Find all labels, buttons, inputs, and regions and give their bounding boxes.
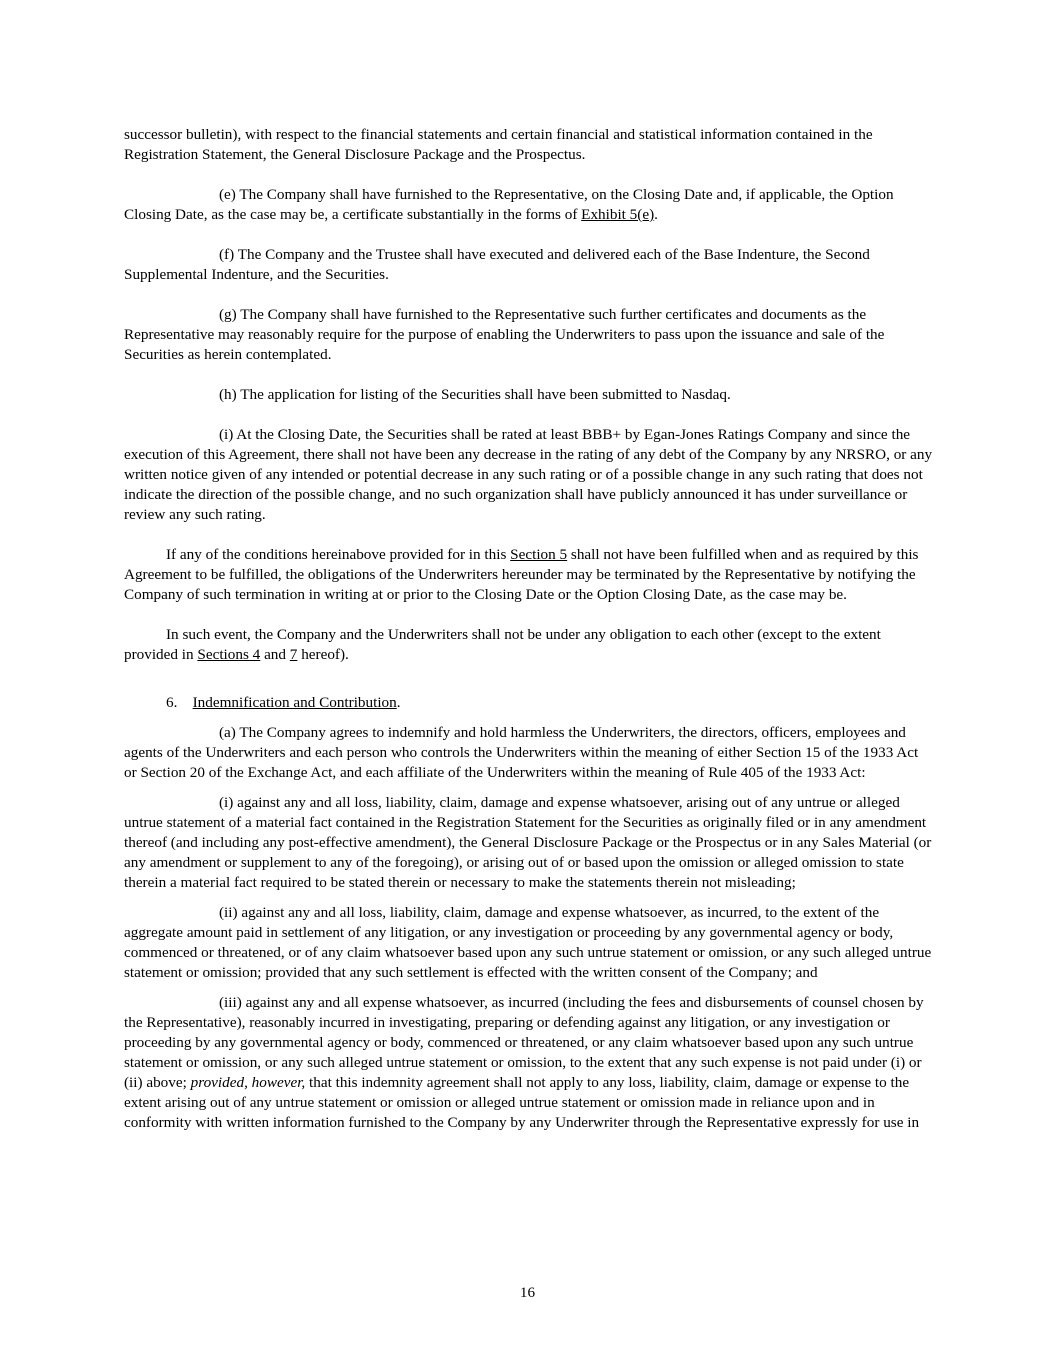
paragraph-event-text: In such event, the Company and the Underwriters shall not be under any obligation to each other (except to the extent provided in xyxy=(124,626,881,663)
paragraph-5e-text: (e) The Company shall have furnished to the Representative, on the Closing Date and, if applicable, the Option Closing Date, as the case may be, a certificate substantially in the forms of xyxy=(124,186,894,223)
paragraph-5h-text: (h) The application for listing of the Securities shall have been submitted to Nasdaq. xyxy=(219,386,731,403)
provided-however-phrase: provided, however, xyxy=(190,1074,306,1091)
paragraph-6a-ii xyxy=(124,903,934,983)
paragraph-5e xyxy=(124,185,934,225)
paragraph-5i-text: (i) At the Closing Date, the Securities shall be rated at least BBB+ by Egan-Jones Ratings Company and since the execution of this Agreement, there shall not have been any decrease in the rating of any debt of the Company by any NRSRO, or any written notice given of any intended or potential decrease in any such rating or of a possible change in any such rating that does not indicate the direction of the possible change, and no such organization shall have publicly announced it has under surveillance or review any such rating. xyxy=(124,426,933,523)
paragraph-intro-text: successor bulletin), with respect to the financial statements and certain financial and statistical information contained in the Registration Statement, the General Disclosure Package and the Prospectus. xyxy=(124,126,873,163)
paragraph-conditions xyxy=(124,545,934,605)
paragraph-event xyxy=(124,625,934,665)
document-page xyxy=(124,125,934,1143)
paragraph-5h xyxy=(124,385,934,405)
paragraph-5g-text: (g) The Company shall have furnished to the Representative such further certificates and documents as the Representative may reasonably require for the purpose of enabling the Underwriters to pass upon the issuance and sale of the Securities as herein contemplated. xyxy=(124,306,885,363)
paragraph-6a-text: (a) The Company agrees to indemnify and hold harmless the Underwriters, the directors, officers, employees and agents of the Underwriters and each person who controls the Underwriters within the meaning of either Section 15 of the 1933 Act or Section 20 of the Exchange Act, and each affiliate of the Underwriters within the meaning of Rule 405 of the 1933 Act: xyxy=(124,724,919,781)
paragraph-event-end: hereof). xyxy=(297,646,349,663)
paragraph-6a-iii xyxy=(124,993,934,1133)
paragraph-intro xyxy=(124,125,934,165)
section-7-reference: 7 xyxy=(289,646,298,663)
section-6-heading xyxy=(124,693,934,713)
section-5-reference: Section 5 xyxy=(510,546,568,563)
paragraph-conditions-rest: shall not have been fulfilled when and as required by this Agreement to be fulfilled, the obligations of the Underwriters hereunder may be terminated by the Representative by notifying the Company of such termination in writing at or prior to the Closing Date or the Option Closing Date, as the case may be. xyxy=(124,546,919,603)
paragraph-5f-text: (f) The Company and the Trustee shall have executed and delivered each of the Base Indenture, the Second Supplemental Indenture, and the Securities. xyxy=(124,246,870,283)
section-6-period: . xyxy=(396,694,401,711)
paragraph-6a-i xyxy=(124,793,934,893)
paragraph-6a-i-text: (i) against any and all loss, liability, claim, damage and expense whatsoever, arising out of any untrue or alleged untrue statement of a material fact contained in the Registration Statement for the Securities as originally filed or in any amendment thereof (and including any post-effective amendment), the General Disclosure Package or the Prospectus or in any Sales Material (or any amendment or supplement to any of the foregoing), or arising out of or based upon the omission or alleged omission to state therein a material fact required to be stated therein or necessary to make the statements therein not misleading; xyxy=(124,794,932,891)
paragraph-6a xyxy=(124,723,934,783)
page-number: 16 xyxy=(519,1284,536,1301)
paragraph-5e-end: . xyxy=(654,206,658,223)
section-6-title: Indemnification and Contribution xyxy=(192,694,397,711)
paragraph-6a-iii-rest: that this indemnity agreement shall not apply to any loss, liability, claim, damage or expense to the extent arising out of any untrue statement or omission or alleged untrue statement or omission made in reliance upon and in conformity with written information furnished to the Company by any Underwriter through the Representative expressly for use in xyxy=(124,1074,920,1131)
paragraph-6a-ii-text: (ii) against any and all loss, liability, claim, damage and expense whatsoever, as incurred, to the extent of the aggregate amount paid in settlement of any litigation, or any investigation or proceeding by any governmental agency or body, commenced or threatened, or of any claim whatsoever based upon any such untrue statement or omission, or any such alleged untrue statement or omission; provided that any such settlement is effected with the written consent of the Company; and xyxy=(124,904,932,981)
paragraph-6a-iii-text: (iii) against any and all expense whatsoever, as incurred (including the fees and disbursements of counsel chosen by the Representative), reasonably incurred in investigating, preparing or defending against any litigation, or any investigation or proceeding by any governmental agency or body, commenced or threatened, or any claim whatsoever based upon any such untrue statement or omission, or any such alleged untrue statement or omission, to the extent that any such expense is not paid under (i) or (ii) above; xyxy=(124,994,924,1091)
paragraph-5f xyxy=(124,245,934,285)
section-6-number: 6. xyxy=(166,694,193,711)
paragraph-conditions-text: If any of the conditions hereinabove provided for in this xyxy=(166,546,511,563)
sections-4-reference: Sections 4 xyxy=(197,646,261,663)
paragraph-5g xyxy=(124,305,934,365)
exhibit-5e-reference: Exhibit 5(e) xyxy=(581,206,655,223)
paragraph-event-and: and xyxy=(260,646,290,663)
paragraph-5i xyxy=(124,425,934,525)
